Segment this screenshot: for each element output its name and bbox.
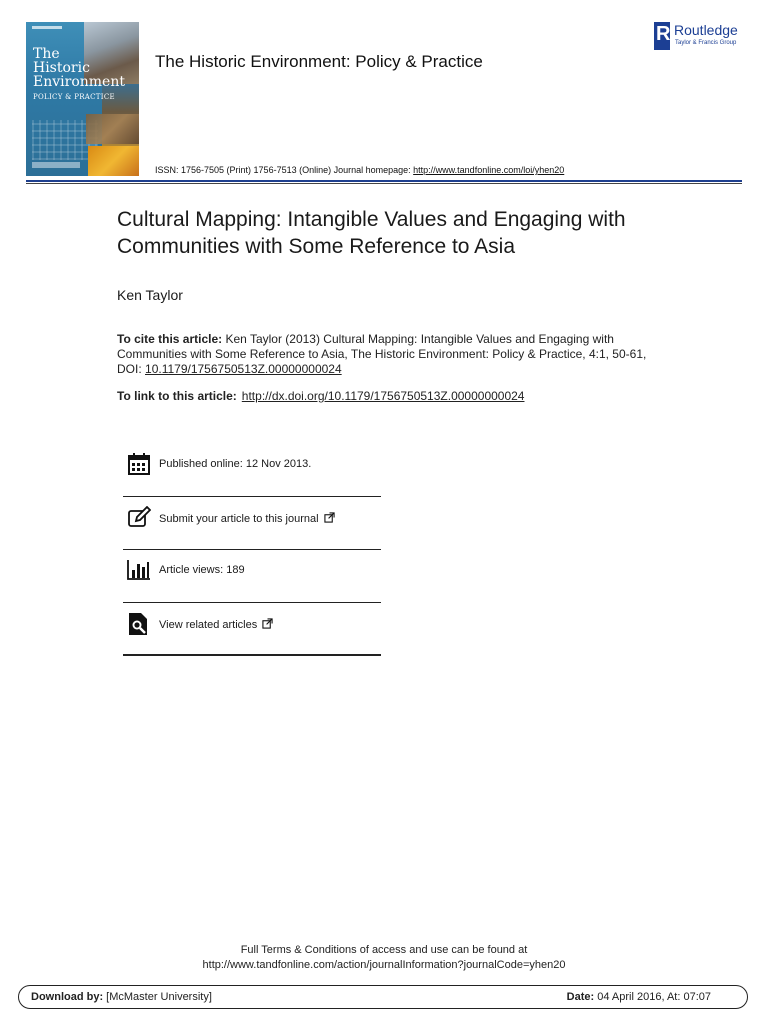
edit-pencil-icon: [127, 506, 151, 530]
journal-title: The Historic Environment: Policy & Practice: [155, 52, 483, 71]
submit-article-item[interactable]: [123, 506, 381, 558]
issn-line: ISSN: 1756-7505 (Print) 1756-7513 (Online) Journal homepage: http://www.tandfonline.com/loi/yhen20: [155, 165, 565, 175]
doi-link[interactable]: 10.1179/1756750513Z.00000000024: [145, 362, 342, 376]
bar-chart-icon: [127, 558, 151, 582]
publisher-name: Routledge: [674, 22, 738, 38]
article-title: Cultural Mapping: Intangible Values and Engaging with Communities with Some Reference to Asia: [117, 208, 626, 258]
article-link-line: To link to this article: http://dx.doi.org/10.1179/1756750513Z.00000000024: [117, 389, 525, 403]
info-divider: [123, 654, 381, 656]
citation-block: To cite this article: Ken Taylor (2013) Cultural Mapping: Intangible Values and Engaging with Communities with Some Reference to Asia, The Historic Environment: Policy & Practice, 4:1, 50-61, DOI: 10.1179/1756750513Z.00000000024: [117, 332, 647, 376]
terms-url-link[interactable]: http://www.tandfonline.com/action/journalInformation?journalCode=yhen20: [202, 959, 566, 971]
article-author: Ken Taylor: [117, 287, 183, 303]
info-divider: [123, 602, 381, 603]
routledge-logo-icon: R: [654, 22, 670, 50]
related-articles-item[interactable]: [123, 612, 381, 664]
document-search-icon: [127, 612, 151, 636]
downloaded-by: Download by: [McMaster University]: [31, 991, 212, 1003]
related-articles-link[interactable]: View related articles: [159, 619, 258, 631]
header-divider: [26, 180, 742, 182]
external-link-icon: [324, 512, 335, 523]
download-info-bar: [18, 985, 748, 1009]
published-online-text: Published online: 12 Nov 2013.: [159, 458, 312, 470]
publisher-group: Taylor & Francis Group: [675, 40, 737, 46]
publisher-logo: [654, 22, 754, 50]
article-views-text: Article views: 189: [159, 564, 245, 576]
header-divider-thin: [26, 183, 742, 184]
submit-article-link[interactable]: Submit your article to this journal: [159, 513, 319, 525]
info-divider: [123, 496, 381, 497]
cover-title: The Historic Environment: [33, 46, 125, 90]
external-link-icon: [262, 618, 273, 629]
article-url-link[interactable]: http://dx.doi.org/10.1179/1756750513Z.00000000024: [241, 389, 525, 403]
info-divider: [123, 549, 381, 550]
journal-cover-image: [26, 22, 139, 176]
download-date: Date: 04 April 2016, At: 07:07: [566, 991, 711, 1003]
calendar-icon: [127, 452, 151, 476]
terms-notice: Full Terms & Conditions of access and use can be found at http://www.tandfonline.com/action/journalInformation?journalCode=yhen20: [0, 943, 768, 973]
journal-homepage-link[interactable]: http://www.tandfonline.com/loi/yhen20: [413, 165, 565, 175]
cover-subtitle: POLICY & PRACTICE: [33, 93, 115, 101]
